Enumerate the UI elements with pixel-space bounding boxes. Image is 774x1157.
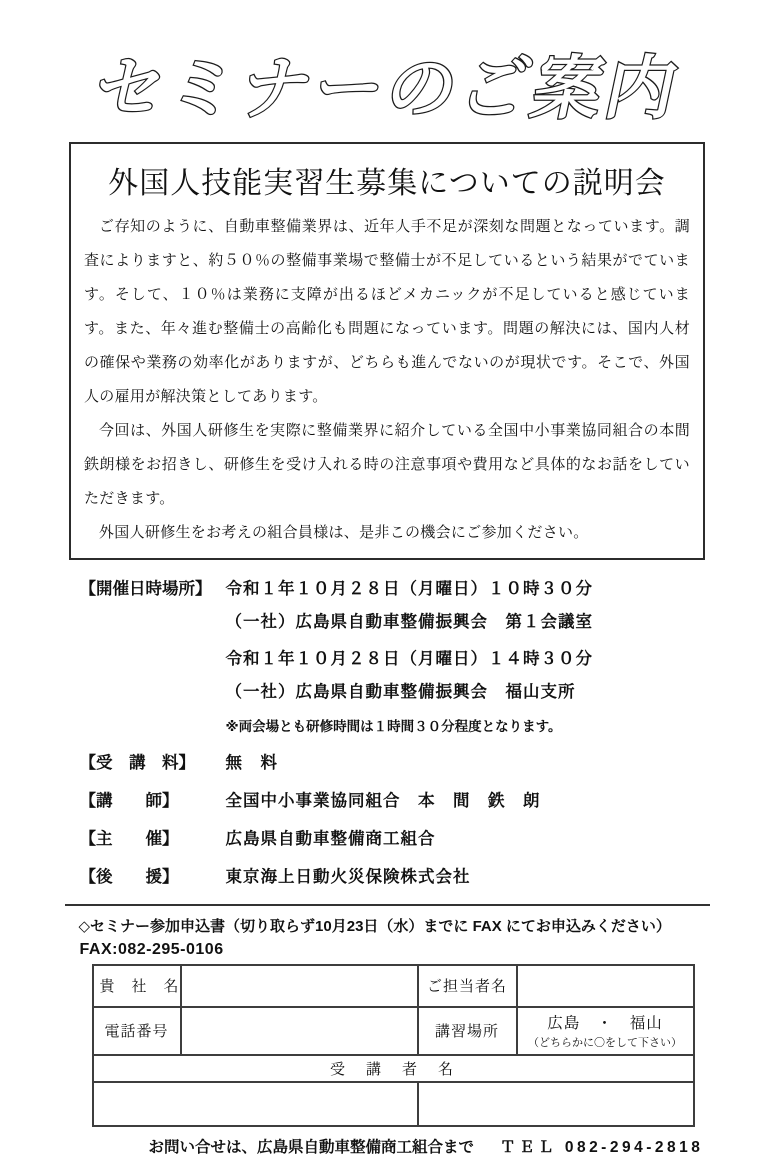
lecturer-value: 全国中小事業協同組合 本 間 鉄 朗 bbox=[225, 791, 541, 810]
schedule-label: 【開催日時場所】 bbox=[79, 579, 212, 598]
supporter-label: 【後 援】 bbox=[79, 867, 179, 886]
detail-row-supporter bbox=[80, 863, 767, 887]
fee-label: 【受 講 料】 bbox=[79, 753, 195, 772]
detail-row-fee bbox=[80, 749, 767, 773]
supporter-value: 東京海上日動火災保険株式会社 bbox=[225, 867, 471, 886]
schedule-note: ※両会場とも研修時間は１時間３０分程度となります。 bbox=[225, 718, 562, 734]
section-divider bbox=[65, 904, 710, 906]
venue-note: （どちらかに〇をして下さい） bbox=[528, 1037, 682, 1050]
seminar-flyer-page bbox=[8, 44, 767, 1156]
phone-number-field bbox=[181, 1007, 418, 1055]
organizer-value: 広島県自動車整備商工組合 bbox=[225, 829, 436, 848]
footer-tel: ＴＥＬ 082-294-2818 bbox=[500, 1138, 704, 1156]
fax-number: FAX:082-295-0106 bbox=[79, 940, 224, 958]
intro-box bbox=[69, 142, 705, 560]
intro-paragraph-1: ご存知のように、自動車整備業界は、近年人手不足が深刻な問題となっています。調査によりますと、約５０％の整備事業場で整備士が不足しているという結果がでています。そして、１０％は業務に支障が出るほどメカニックが不足していると感じています。また、年々進む整備士の高齢化も問題になっています。問題の解決には、国内人材の確保や業務の効率化がありますが、どちらも進んでないのが現状です。そこで、外国人の雇用が解決策としてあります。 bbox=[84, 217, 690, 405]
application-heading: ◇セミナー参加申込書（切り取らず10月23日（水）までに FAX にてお申込みください） bbox=[78, 917, 671, 935]
intro-paragraph-3: 外国人研修生をお考えの組合員様は、是非この機会にご参加ください。 bbox=[99, 523, 589, 541]
footer bbox=[149, 1135, 725, 1157]
lecturer-label: 【講 師】 bbox=[79, 791, 179, 810]
company-name-label: 貴 社 名 bbox=[93, 965, 181, 1007]
details-section bbox=[80, 749, 767, 887]
phone-number-label: 電話番号 bbox=[93, 1007, 181, 1055]
session-2-venue: （一社）広島県自動車整備振興会 福山支所 bbox=[225, 682, 576, 701]
page-title: セミナーのご案内 bbox=[86, 50, 688, 127]
attendee-field-left bbox=[93, 1082, 418, 1126]
session-2 bbox=[226, 645, 594, 702]
box-heading: 外国人技能実習生募集についての説明会 bbox=[108, 166, 666, 200]
detail-row-lecturer bbox=[80, 787, 767, 811]
table-row-attendees bbox=[93, 1082, 694, 1126]
fee-value: 無 料 bbox=[225, 753, 278, 772]
schedule-sessions bbox=[226, 575, 594, 715]
session-1-venue: （一社）広島県自動車整備振興会 第１会議室 bbox=[225, 612, 593, 631]
venue-label: 講習場所 bbox=[418, 1007, 517, 1055]
attendee-field-right bbox=[418, 1082, 694, 1126]
application-section bbox=[65, 915, 725, 1157]
schedule-section bbox=[80, 575, 767, 715]
session-2-datetime: 令和１年１０月２８日（月曜日）１４時３０分 bbox=[225, 649, 593, 668]
table-row-company bbox=[93, 965, 694, 1007]
footer-contact: お問い合せは、広島県自動車整備商工組合まで bbox=[148, 1138, 475, 1156]
intro-paragraph-2: 今回は、外国人研修生を実際に整備業界に紹介している全国中小事業協同組合の本間鉄朗様をお招きし、研修生を受け入れる時の注意事項や費用など具体的なお話をしていただきます。 bbox=[84, 421, 690, 507]
company-name-field bbox=[181, 965, 418, 1007]
session-1-datetime: 令和１年１０月２８日（月曜日）１０時３０分 bbox=[225, 579, 593, 598]
intro-text bbox=[84, 210, 690, 550]
table-row-attendees-header bbox=[93, 1055, 694, 1082]
attendees-header: 受 講 者 名 bbox=[93, 1055, 694, 1082]
venue-choice: 広島 ・ 福山 bbox=[547, 1015, 663, 1033]
contact-person-field bbox=[517, 965, 694, 1007]
application-table bbox=[92, 964, 695, 1127]
session-1 bbox=[226, 575, 594, 632]
contact-person-label: ご担当者名 bbox=[418, 965, 517, 1007]
table-row-phone bbox=[93, 1007, 694, 1055]
venue-cell bbox=[517, 1007, 694, 1055]
detail-row-organizer bbox=[80, 825, 767, 849]
organizer-label: 【主 催】 bbox=[79, 829, 179, 848]
